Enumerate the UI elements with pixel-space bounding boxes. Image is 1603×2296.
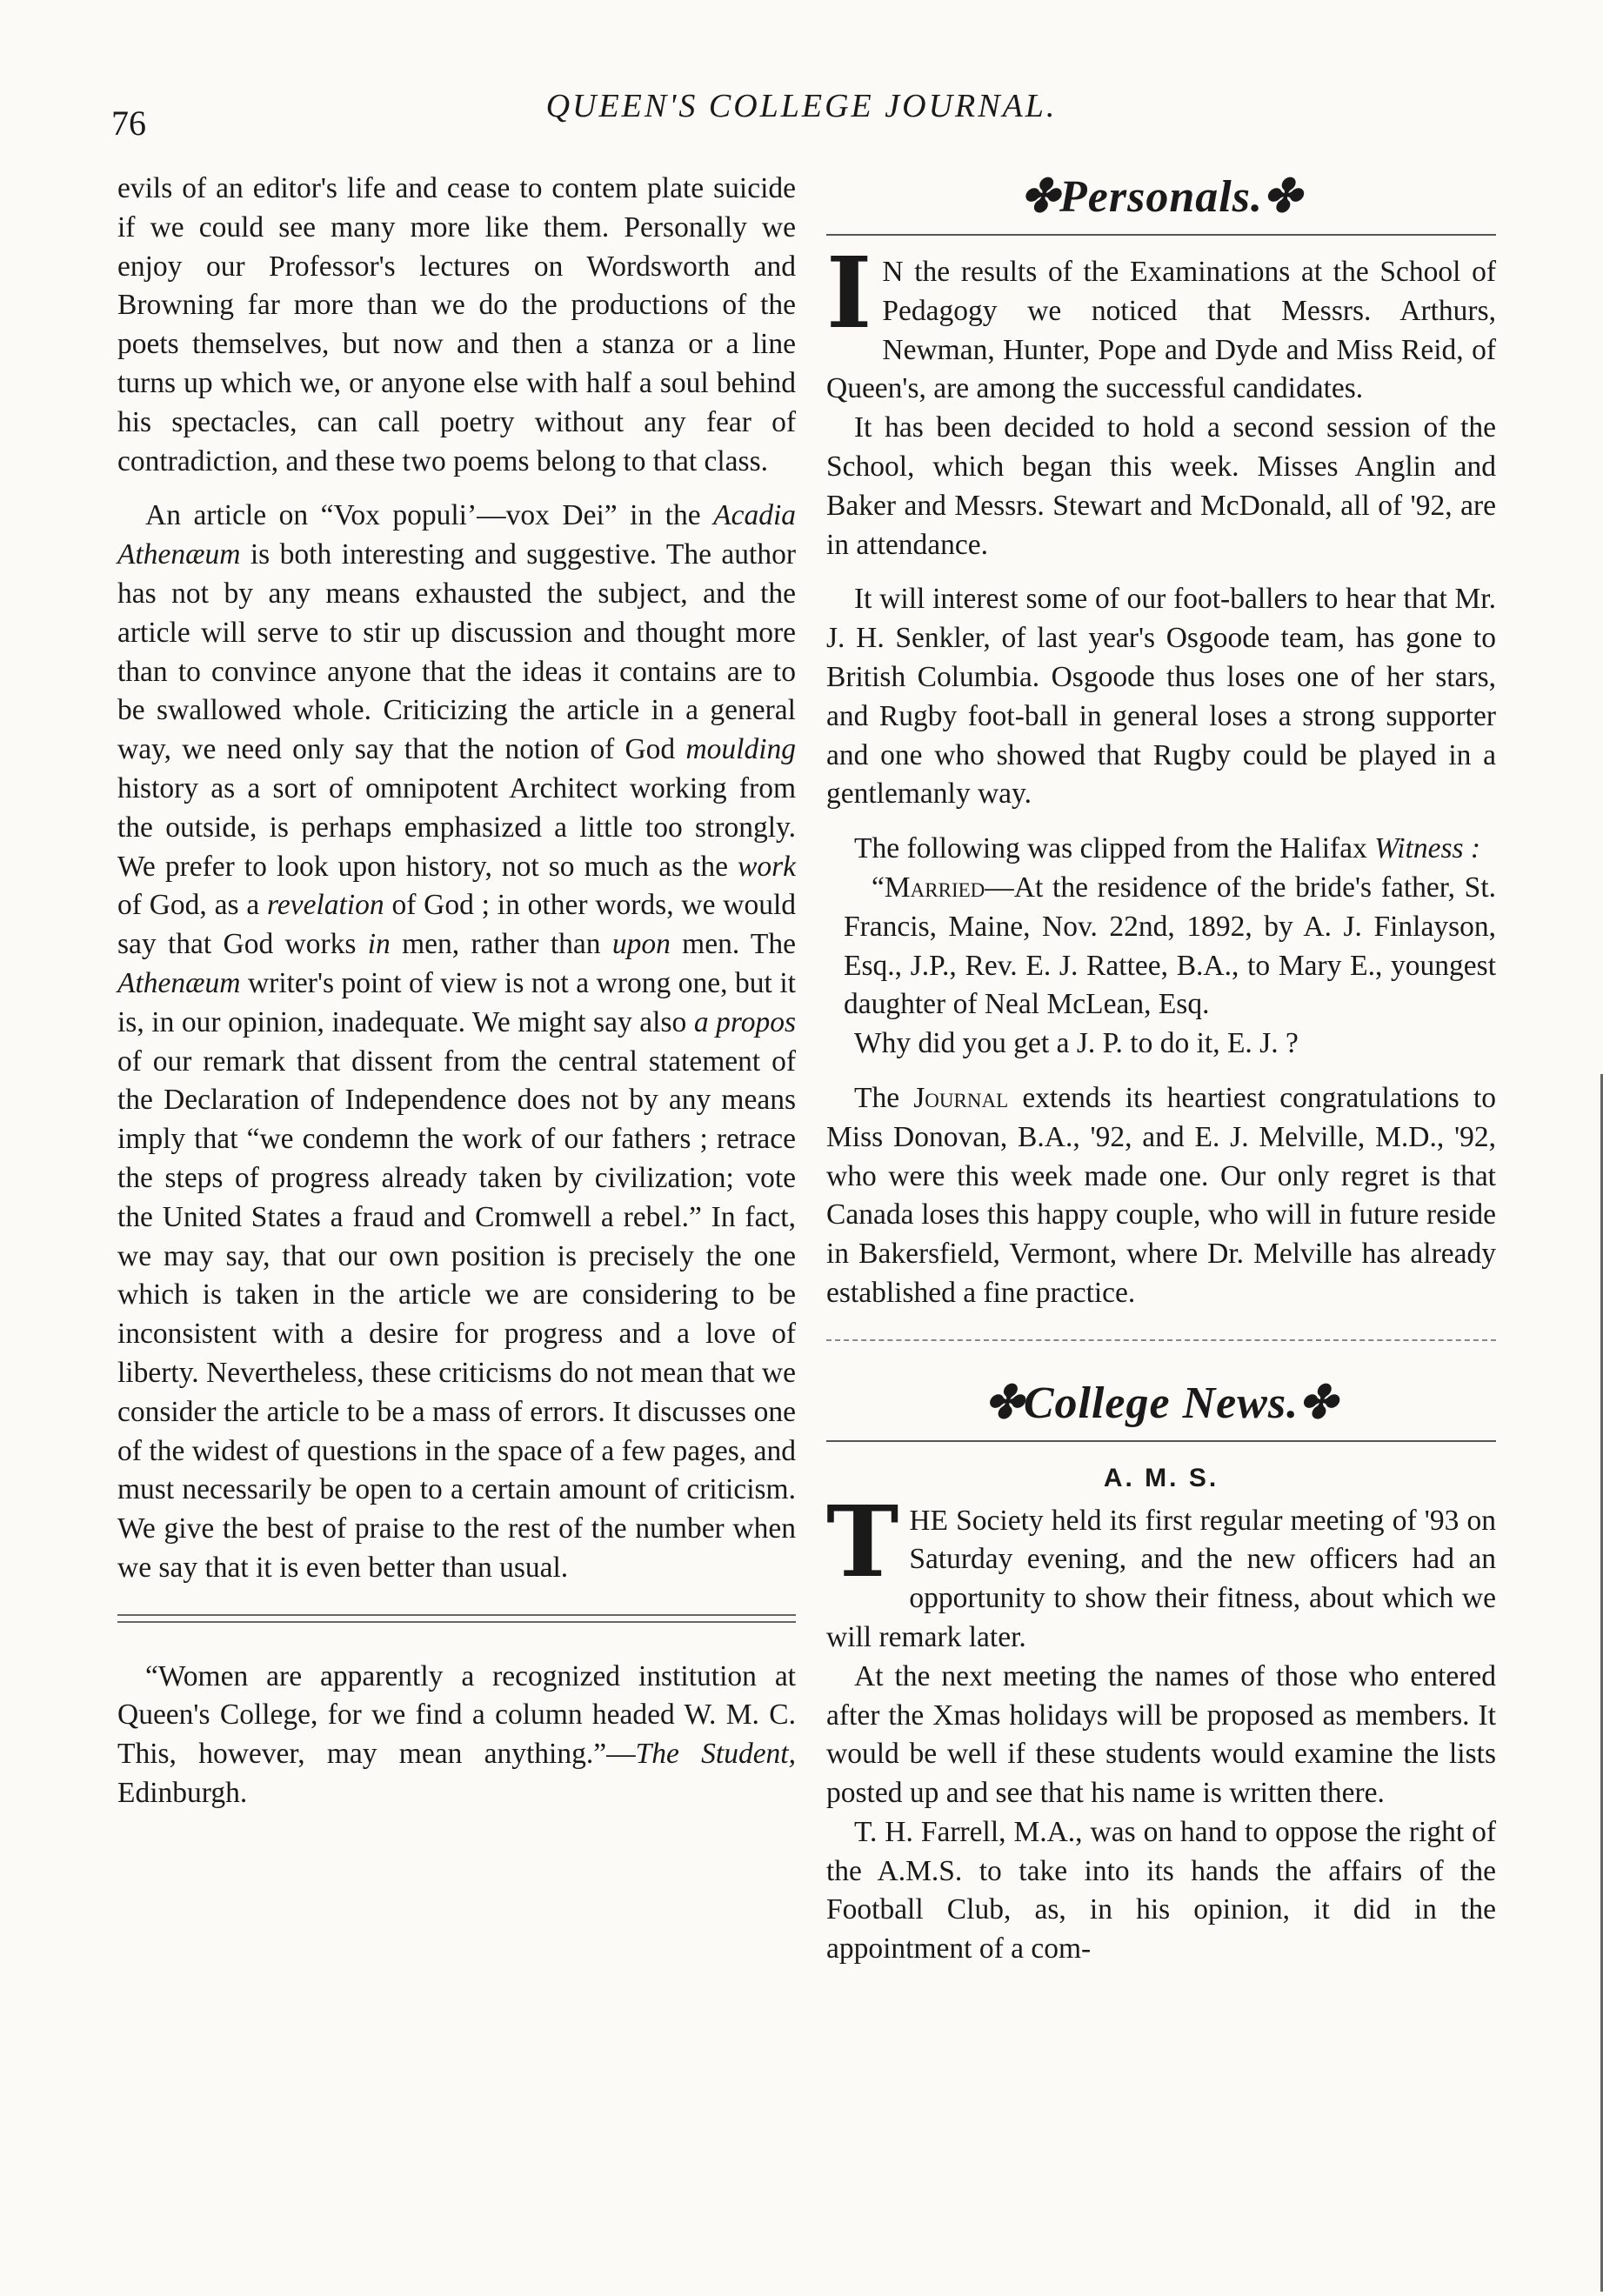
p2-text-d: of God, as a [117, 889, 260, 922]
in-emphasis: in [367, 928, 391, 961]
news-paragraph-3: T. H. Farrell, M.A., was on hand to oppose the right of the A.M.S. to take into its hands the affairs of the Football Club, as, in his opinion, it did in the appointment of a com- [826, 1815, 1496, 1966]
p2-text-h: writer's point of view is not a wrong one, but it is, in our opinion, inadequate. We might say also [117, 966, 796, 1038]
marriage-notice [826, 869, 1496, 1025]
personals-rule [826, 234, 1496, 236]
p4-text: The following was clipped from the Halifax [854, 832, 1367, 865]
marriage-text: —At the residence of the bride's father, St. Francis, Maine, Nov. 22nd, 1892, by A. J. Finlayson, Esq., J.P., Rev. E. J. Rattee, B.A., to Mary E., youngest daughter of Neal McLean, Esq. [844, 871, 1496, 1021]
personals-heading: ✤Personals.✤ [1020, 172, 1302, 222]
college-news-heading: ✤College News.✤ [985, 1378, 1338, 1428]
quote-source: The Student, [635, 1738, 796, 1771]
open-quote: “ [872, 871, 885, 904]
personals-paragraph-6: Why did you get a J. P. to do it, E. J. ? [854, 1027, 1299, 1060]
right-column [826, 170, 1496, 1969]
personals-p1-text: N the results of the Examinations at the School of Pedagogy we noticed that Messrs. Arthurs, Newman, Hunter, Pope and Dyde and Miss Reid, of Queen's, are among the successful candidates. [826, 256, 1496, 405]
personals-paragraph-2: It has been decided to hold a second session of the School, which began this week. Misses Anglin and Baker and Messrs. Stewart and McDonald, all of '92, are in attendance. [826, 411, 1496, 561]
p2-text-c: history as a sort of omnipotent Architect working from the outside, is perhaps emphasized a little too strongly. We prefer to look upon history, not so much as the [117, 771, 796, 883]
news-paragraph-1 [826, 1485, 1496, 1658]
p2-text-f: men, rather than [402, 928, 601, 961]
section-divider [826, 1339, 1496, 1341]
quote-text: “Women are apparently a recognized institution at Queen's College, for we find a column headed W. M. C. This, however, may mean anything.”— [117, 1659, 796, 1771]
acadia-athenaeum-title: Acadia Athenæum [117, 499, 796, 571]
revelation-emphasis: revelation [267, 889, 384, 922]
p2-text-e: of God ; in other words, we would say that God works [117, 889, 797, 961]
athenaeum-title: Athenæum [117, 966, 241, 999]
news-p1-text: HE Society held its first regular meeting of '93 on Saturday evening, and the new officers had an opportunity to show their fitness, about which we will remark later. [826, 1504, 1496, 1653]
moulding-emphasis: moulding [685, 733, 797, 766]
personals-paragraph-3: It will interest some of our foot-ballers to hear that Mr. J. H. Senkler, of last year's Osgoode team, has gone to British Columbia. Osgoode thus loses one of her stars, and Rugby foot-ball in general loses a strong supporter and one who showed that Rugby could be played in a gentlemanly way. [826, 583, 1496, 811]
running-title: QUEEN'S COLLEGE JOURNAL. [545, 88, 1058, 124]
married-label: Married [884, 871, 985, 904]
student-quote [117, 1658, 796, 1813]
personals-paragraph-7 [826, 1079, 1496, 1313]
personals-paragraph-4 [826, 830, 1496, 869]
p2-text-a: An article on “Vox populi’—vox Dei” in the [145, 499, 701, 532]
personals-paragraph-1 [826, 237, 1496, 409]
p2-text-g: men. The [682, 928, 797, 961]
p7-text-b: extends its heartiest congratulations to Miss Donovan, B.A., '92, and E. J. Melville, M.D., '92, who were this week made one. Our only regret is that Canada loses this happy couple, who will in future reside in Bakersfield, Vermont, where Dr. Melville has already established a fine practice. [826, 1081, 1497, 1309]
left-column [117, 170, 796, 1813]
ams-subheading: A. M. S. [1103, 1463, 1219, 1492]
news-paragraph-2: At the next meeting the names of those who entered after the Xmas holidays will be proposed as members. It would be well if these students would examine the lists posted up and see that his name is written there. [826, 1659, 1496, 1810]
page-number: 76 [111, 103, 146, 143]
p2-text-b: is both interesting and suggestive. The author has not by any means exhausted the subject, and the article will serve to stir up discussion and thought more than to convince anyone that the ideas it contains are to be swallowed whole. Criticizing the article in a general way, we need only say that the notion of God [117, 538, 797, 766]
p7-text-a: The [854, 1081, 900, 1114]
drop-cap-i: I [826, 237, 872, 350]
work-emphasis: work [738, 850, 796, 883]
quote-city: Edinburgh. [117, 1777, 248, 1810]
witness-source: Witness : [1374, 832, 1481, 865]
drop-cap-t: T [826, 1485, 899, 1599]
a-propos-emphasis: a propos [693, 1005, 796, 1038]
journal-name: Journal [913, 1081, 1009, 1114]
left-paragraph-1: evils of an editor's life and cease to contem plate suicide if we could see many more like them. Personally we enjoy our Professor's lectures on Wordsworth and Browning far more than we do the productions of the poets themselves, but now and then a stanza or a line turns up which we, or anyone else with half a soul behind his spectacles, can call poetry without any fear of contradiction, and these two poems belong to that class. [117, 172, 796, 477]
college-news-rule [826, 1440, 1496, 1442]
section-divider [117, 1614, 796, 1623]
left-paragraph-2 [117, 497, 796, 1587]
p2-text-i: of our remark that dissent from the central statement of the Declaration of Independence does not by any means imply that “we condemn the work of our fathers ; retrace the steps of progress already taken by civilization; vote the United States a fraud and Cromwell a rebel.” In fact, we may say, that our own position is precisely the one which is taken in the article we are considering to be inconsistent with a desire for progress and a love of liberty. Nevertheless, these criticisms do not mean that we consider the article to be a mass of errors. It discusses one of the widest of questions in the space of a few pages, and must necessarily be open to a certain amount of criticism. We give the best of praise to the rest of the number when we say that it is even better than usual. [117, 1045, 796, 1584]
upon-emphasis: upon [611, 928, 671, 961]
